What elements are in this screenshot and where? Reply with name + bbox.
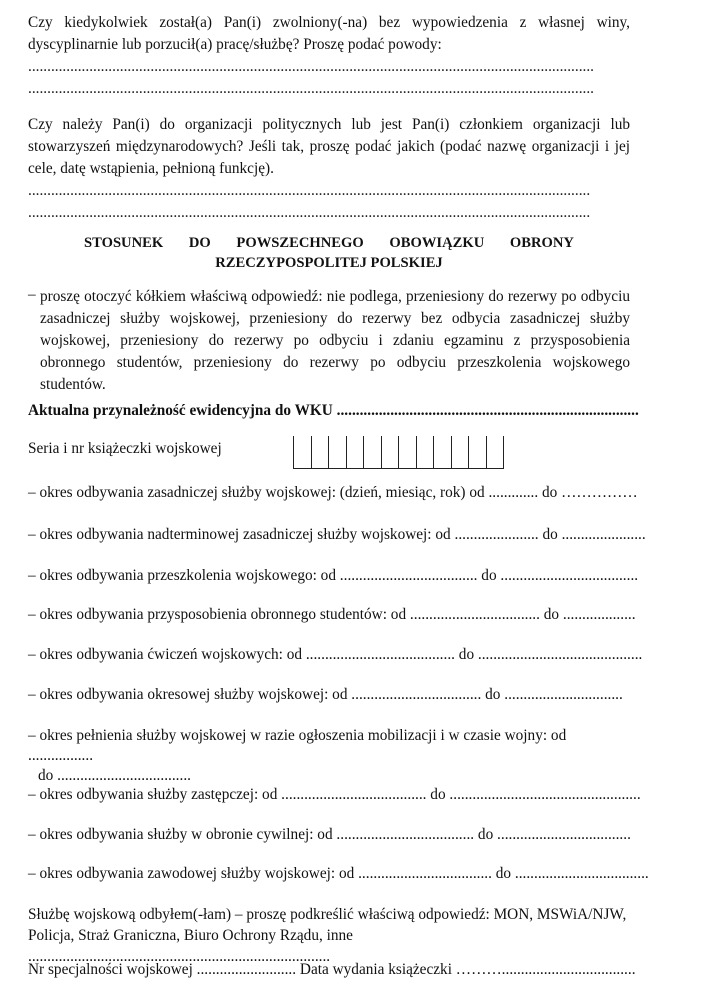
number-box[interactable] xyxy=(311,436,329,468)
section-title-word: OBOWIĄZKU xyxy=(389,235,485,251)
number-box[interactable] xyxy=(486,436,505,468)
number-box[interactable] xyxy=(433,436,451,468)
question-organizations-text: Czy należy Pan(i) do organizacji politycznych lub jest Pan(i) członkiem organizacji lub stowarzyszeń międzynarodowych? Jeśli tak, proszę podać jakich (podać nazwę organizacji i jej cele, datę wstąpienia, pełnioną funkcję). xyxy=(28,116,630,177)
section-title-word: OBRONY xyxy=(509,235,574,251)
answer-line[interactable]: ................................................................................................................................................... xyxy=(28,182,591,199)
number-box[interactable] xyxy=(328,436,346,468)
section-title-line2: RZECZYPOSPOLITEJ POLSKIEJ xyxy=(215,255,443,271)
instruction-text: proszę otoczyć kółkiem właściwą odpowiedź: nie podlega, przeniesiony do rezerwy po odbyciu zasadniczej służby wojskowej, przeniesiony do rezerwy bez odbycia zasadniczej służby wojskowej, przeniesiony do rezerwy po odbyciu i zdaniu egzaminu z przysposobienia obronnego studentów, przeniesiony do rezerwy po odbyciu przeszkolenia wojskowego studentów. xyxy=(40,288,630,393)
military-book-label: Seria i nr książeczki wojskowej xyxy=(28,440,222,457)
section-title xyxy=(84,233,574,273)
answer-line[interactable]: .................................................................................................................................................... xyxy=(28,80,594,97)
period-mobilization-line2: do ................................... xyxy=(38,767,191,784)
question-organizations xyxy=(28,114,630,224)
section-title-word: STOSUNEK xyxy=(84,235,164,251)
period-row[interactable]: – okres odbywania zawodowej służby wojskowej: od ................................... do ................................... xyxy=(28,865,649,882)
period-mobilization-line1: – okres pełnienia służby wojskowej w razie ogłoszenia mobilizacji i w czasie wojny: od ................. xyxy=(28,727,567,764)
period-row[interactable]: – okres odbywania zasadniczej służby wojskowej: (dzień, miesiąc, rok) od ............. do …………… xyxy=(28,484,638,501)
number-box[interactable] xyxy=(363,436,381,468)
number-box[interactable] xyxy=(451,436,469,468)
number-box[interactable] xyxy=(346,436,364,468)
number-box[interactable] xyxy=(416,436,434,468)
section-title-word: DO xyxy=(188,235,211,251)
period-row[interactable]: – okres odbywania ćwiczeń wojskowych: od ....................................... do ........................................... xyxy=(28,646,643,663)
answer-line[interactable]: .................................................................................................................................................... xyxy=(28,58,594,75)
instruction-dash: – xyxy=(28,286,36,303)
number-box[interactable] xyxy=(468,436,486,468)
military-book-number-boxes[interactable] xyxy=(293,436,504,469)
service-ministry[interactable] xyxy=(28,904,630,967)
period-row[interactable]: – okres odbywania służby zastępczej: od ...................................... do .................................................. xyxy=(28,786,641,803)
number-box[interactable] xyxy=(293,436,311,468)
period-row[interactable]: – okres odbywania przeszkolenia wojskowego: od .................................... do .................................... xyxy=(28,567,639,584)
specialty-and-issue-date[interactable]: Nr specjalności wojskowej .......................... Data wydania książeczki ………................................... xyxy=(28,961,636,978)
period-row[interactable]: – okres odbywania przysposobienia obronnego studentów: od .................................. do ................... xyxy=(28,606,636,623)
service-ministry-line1: Służbę wojskową odbyłem(-łam) – proszę podkreślić właściwą odpowiedź: MON, MSWiA/NJW, xyxy=(28,906,627,923)
wku-field[interactable]: Aktualna przynależność ewidencyjna do WKU ............................................................................... xyxy=(28,402,639,419)
period-row[interactable]: – okres odbywania służby w obronie cywilnej: od .................................... do ................................... xyxy=(28,826,631,843)
number-box[interactable] xyxy=(381,436,399,468)
period-row[interactable]: – okres odbywania okresowej służby wojskowej: od .................................. do ............................... xyxy=(28,686,623,703)
service-ministry-line2: Policja, Straż Graniczna, Biuro Ochrony Rządu, inne ............................................................................... xyxy=(28,927,353,965)
answer-line[interactable]: ................................................................................................................................................... xyxy=(28,204,591,221)
question-dismissal xyxy=(28,12,630,100)
period-row[interactable]: – okres odbywania nadterminowej zasadniczej służby wojskowej: od ...................... do ...................... xyxy=(28,526,646,543)
period-mobilization[interactable] xyxy=(28,726,630,786)
section-title-word: POWSZECHNEGO xyxy=(236,235,364,251)
question-dismissal-text: Czy kiedykolwiek został(a) Pan(i) zwolniony(-na) bez wypowiedzenia z własnej winy, dyscyplinarnie lub porzucił(a) pracę/służbę? Proszę podać powody: xyxy=(28,14,630,53)
instruction xyxy=(28,286,630,396)
number-box[interactable] xyxy=(398,436,416,468)
